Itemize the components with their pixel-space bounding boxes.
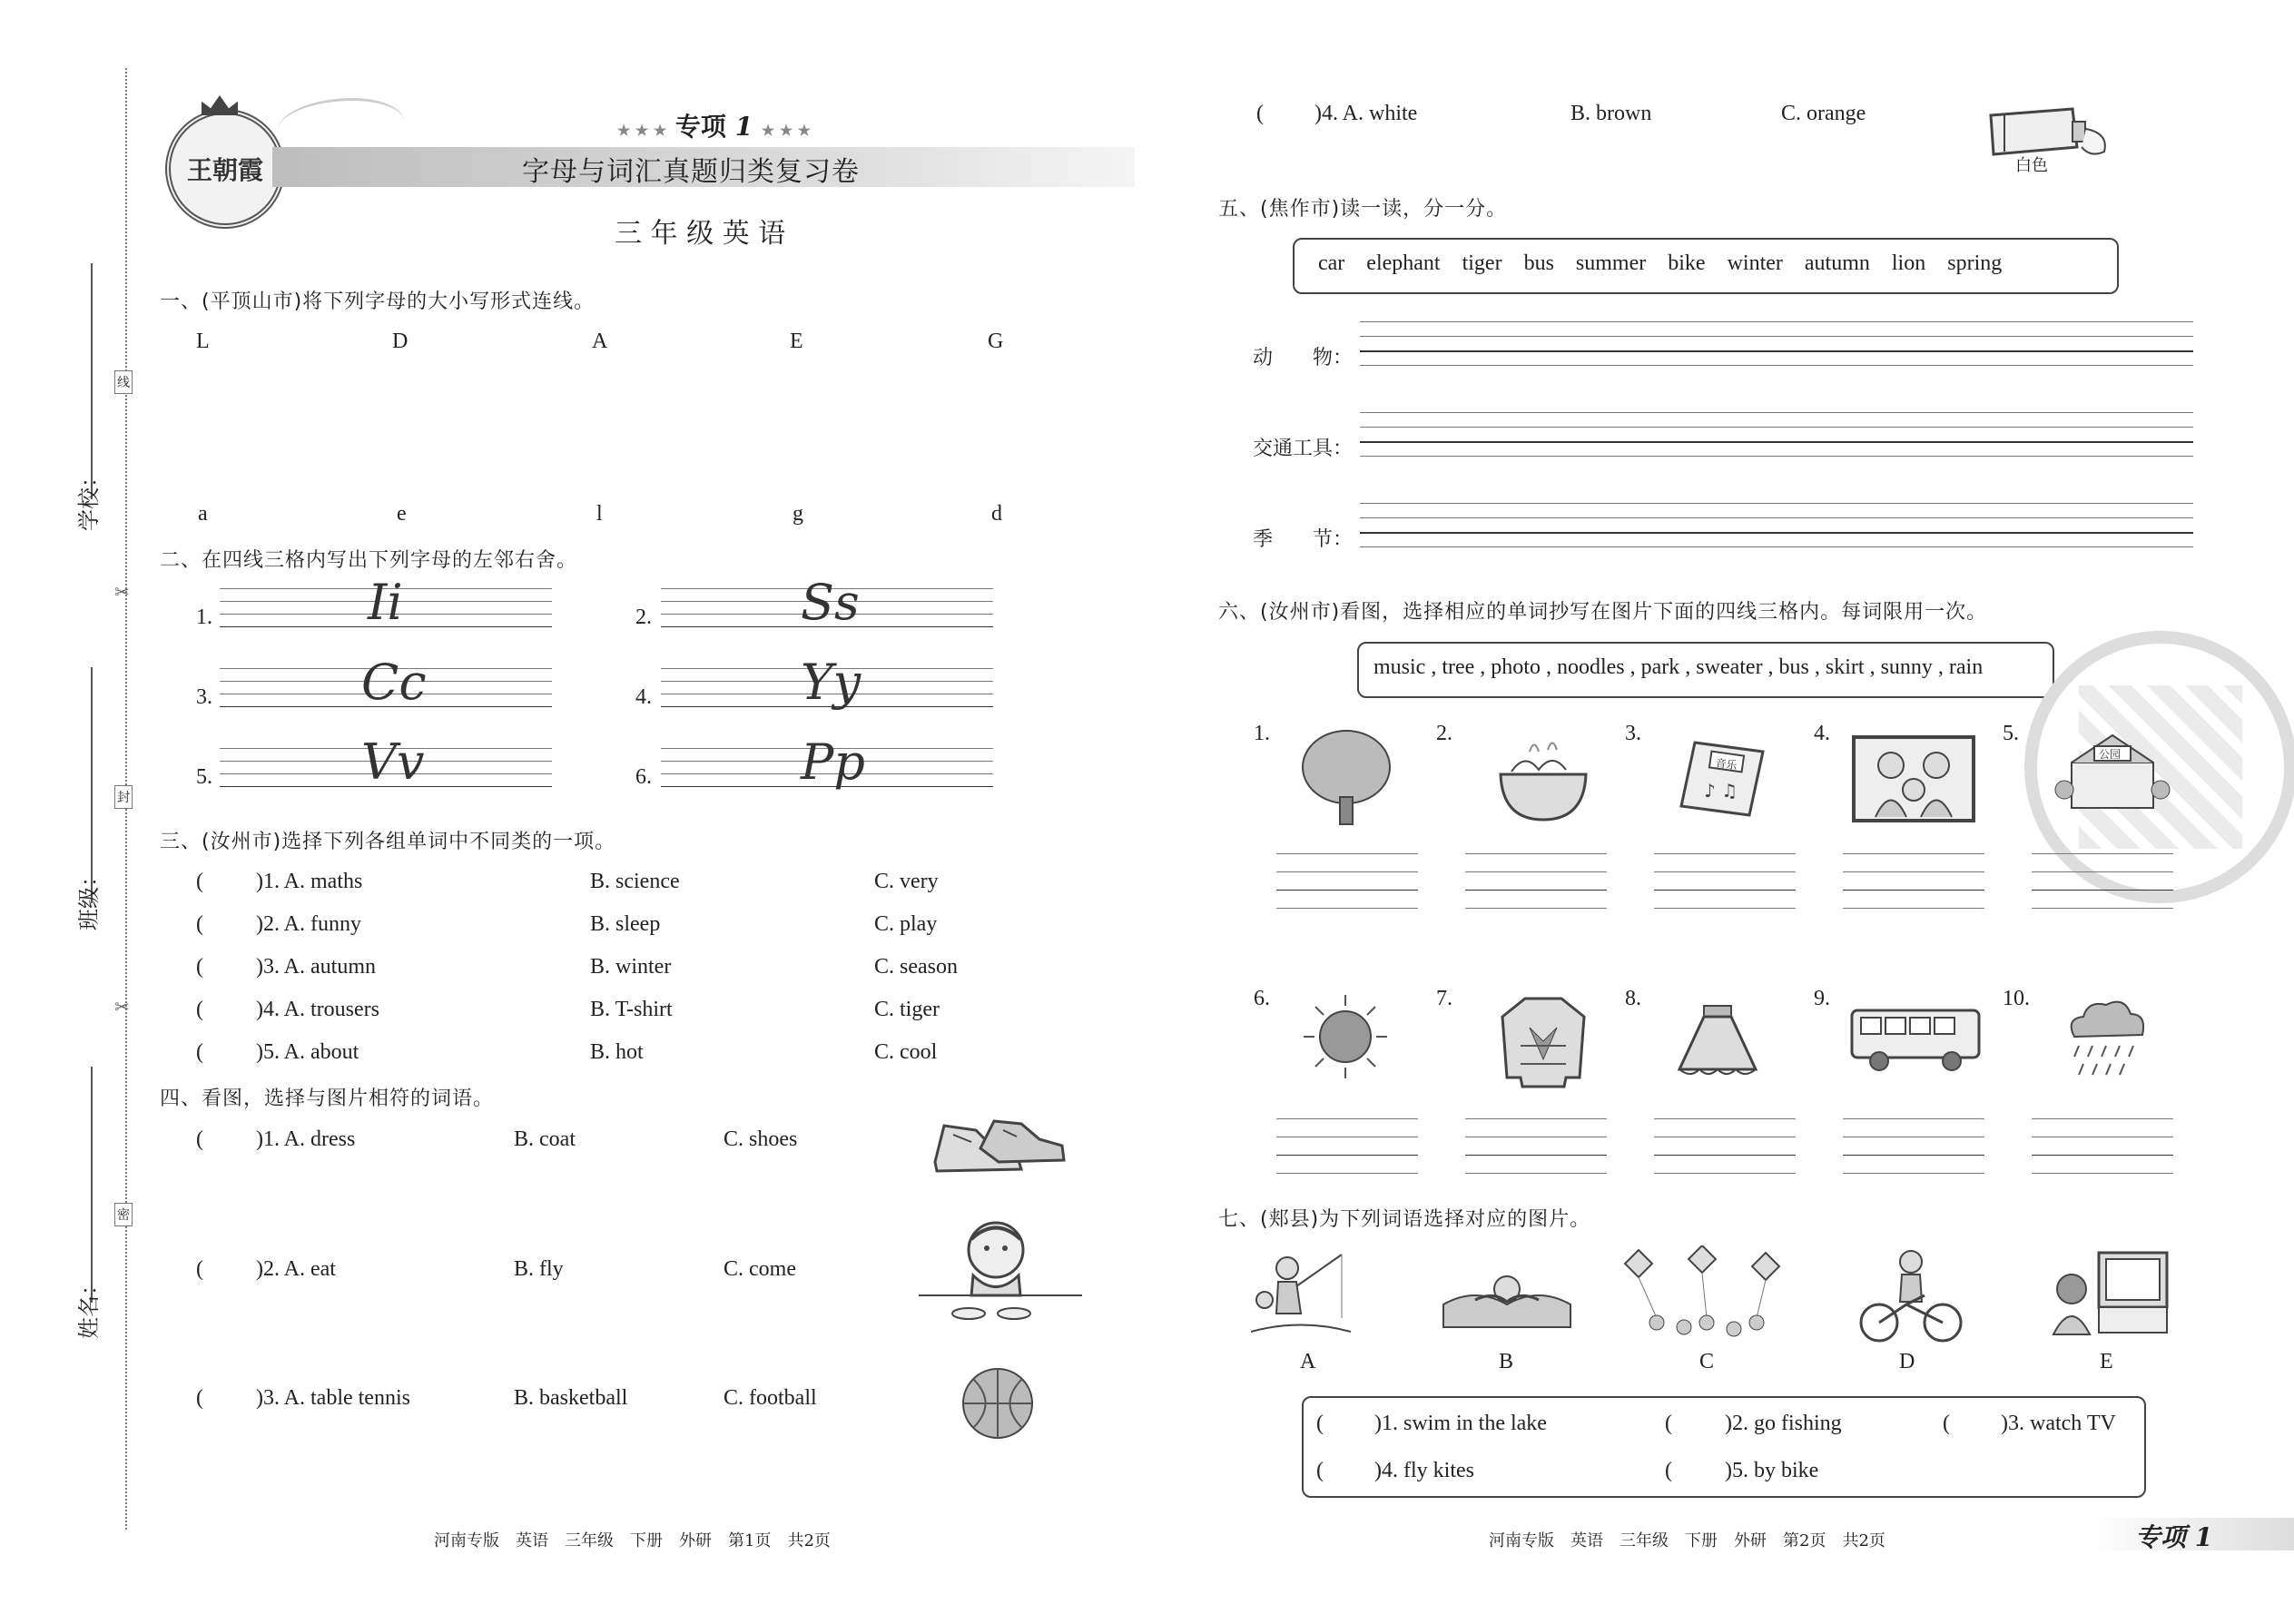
tree-icon <box>1296 726 1396 826</box>
sweater-icon <box>1493 991 1593 1091</box>
cursive-letters: Ii <box>368 574 403 631</box>
item-number: 3. <box>196 685 212 709</box>
option-c[interactable]: C. come <box>724 1257 796 1281</box>
section6-title: 六、(汝州市)看图，选择相应的单词抄写在图片下面的四线三格内。每词限用一次。 <box>1218 601 1988 624</box>
item-number: 5. <box>196 765 212 789</box>
question-paren: ( <box>1316 1459 1324 1482</box>
cursive-letters: Yy <box>801 654 861 711</box>
picture-writing-lines[interactable] <box>1654 1118 1796 1180</box>
question-row: ( <box>196 870 203 893</box>
word: bus <box>1523 251 1554 275</box>
picture-writing-lines[interactable] <box>1843 1118 1984 1180</box>
option-b[interactable]: B. sleep <box>590 912 661 936</box>
bus-icon <box>1847 1003 1984 1076</box>
word: car <box>1318 251 1345 275</box>
picture-number: 9. <box>1814 987 1830 1010</box>
family-photo-icon <box>1850 733 1977 824</box>
picture-label: C <box>1699 1350 1715 1373</box>
paint-caption: 白色 <box>2015 156 2048 175</box>
lower-letter: e <box>397 502 407 526</box>
option-b[interactable]: B. hot <box>590 1040 644 1064</box>
word-bank <box>1318 251 2002 276</box>
upper-letter: G <box>988 330 1004 353</box>
option-a[interactable]: )4. A. white <box>1314 102 1418 125</box>
question-paren: ( <box>196 1257 203 1281</box>
cursive-letters: Cc <box>361 654 427 711</box>
phrase-item[interactable]: )4. fly kites <box>1374 1459 1474 1482</box>
question-paren: ( <box>196 1127 203 1151</box>
option-c[interactable]: C. tiger <box>874 998 940 1021</box>
picture-writing-lines[interactable] <box>2032 1118 2173 1180</box>
picture-writing-lines[interactable] <box>1465 1118 1607 1180</box>
page-subtitle: 三 年 级 英 语 <box>615 218 786 250</box>
item-number: 6. <box>635 765 652 789</box>
writing-lines-transport[interactable] <box>1360 412 2193 458</box>
question-paren: ( <box>1316 1412 1324 1435</box>
option-a[interactable]: )2. A. eat <box>256 1257 336 1281</box>
kites-picture <box>1620 1245 1793 1345</box>
picture-label: A <box>1300 1350 1316 1373</box>
picture-writing-lines[interactable] <box>1654 853 1796 915</box>
upper-letter: D <box>392 330 409 353</box>
option-b[interactable]: B. fly <box>514 1257 564 1281</box>
cut-mark-line: 线 <box>114 370 133 394</box>
picture-writing-lines[interactable] <box>1276 853 1418 915</box>
picture-label: E <box>2100 1350 2113 1373</box>
upper-letter: A <box>592 330 608 353</box>
question-paren: ( <box>1665 1459 1672 1482</box>
cursive-letters: Pp <box>801 733 865 791</box>
question-paren: ( <box>1943 1412 1950 1435</box>
word: summer <box>1575 251 1647 275</box>
footer-left: 河南专版 英语 三年级 下册 外研 第1页 共2页 <box>434 1531 831 1550</box>
picture-number: 3. <box>1625 722 1641 745</box>
option-c[interactable]: C. very <box>874 870 939 893</box>
question-row: ( <box>196 955 203 979</box>
scissors-icon: ✂ <box>114 996 130 1018</box>
option-b[interactable]: B. coat <box>514 1127 576 1151</box>
picture-writing-lines[interactable] <box>2032 853 2173 915</box>
picture-number: 2. <box>1436 722 1452 745</box>
phrase-item[interactable]: )3. watch TV <box>2001 1412 2116 1435</box>
school-label: 学校： <box>76 466 102 531</box>
question-paren: ( <box>196 1386 203 1410</box>
option-a[interactable]: )1. A. dress <box>256 1127 356 1151</box>
child-eating-icon <box>919 1212 1082 1330</box>
skirt-icon <box>1672 997 1763 1088</box>
picture-writing-lines[interactable] <box>1465 853 1607 915</box>
cursive-letters: Ss <box>801 574 860 631</box>
svg-text:♪ ♫: ♪ ♫ <box>1704 780 1738 802</box>
option-c[interactable]: C. orange <box>1781 102 1866 125</box>
option-c[interactable]: C. football <box>724 1386 817 1410</box>
cursive-letters: Vv <box>361 733 425 791</box>
music-book-icon <box>1672 733 1772 824</box>
topic-number: 1 <box>734 112 753 142</box>
writing-lines-seasons[interactable] <box>1360 503 2193 548</box>
picture-number: 8. <box>1625 987 1641 1010</box>
category-seasons: 季 节： <box>1253 528 1354 551</box>
item-number: 4. <box>635 685 652 709</box>
item-number: 1. <box>196 605 212 629</box>
cut-mark-secret: 密 <box>114 1203 133 1226</box>
option-a[interactable]: )2. A. funny <box>256 912 361 936</box>
section5-title: 五、(焦作市)读一读，分一分。 <box>1218 198 1508 221</box>
logo-badge <box>165 109 285 229</box>
lower-letter: l <box>596 502 603 526</box>
option-b[interactable]: B. science <box>590 870 680 893</box>
sun-icon <box>1300 991 1391 1082</box>
picture-number: 5. <box>2003 722 2019 745</box>
picture-number: 4. <box>1814 722 1830 745</box>
name-label: 姓名： <box>76 1274 102 1339</box>
question-paren: ( <box>1256 102 1264 125</box>
bike-picture <box>1856 1245 1965 1345</box>
upper-letter: L <box>196 330 210 353</box>
option-a[interactable]: )4. A. trousers <box>256 998 379 1021</box>
logo-text: 王朝霞 <box>186 155 263 185</box>
rain-cloud-icon <box>2056 991 2156 1091</box>
section2-title: 二、在四线三格内写出下列字母的左邻右舍。 <box>160 549 578 572</box>
picture-label: D <box>1899 1350 1915 1373</box>
word: tiger <box>1462 251 1502 275</box>
phrase-item[interactable]: )1. swim in the lake <box>1374 1412 1547 1435</box>
picture-label: B <box>1499 1350 1514 1373</box>
upper-letter: E <box>790 330 803 353</box>
margin-line-1 <box>91 263 93 499</box>
word: winter <box>1727 251 1783 275</box>
footer-tag: 专项 1 <box>2135 1522 2213 1552</box>
section7-title: 七、(郏县)为下列词语选择对应的图片。 <box>1218 1208 1591 1231</box>
word: bike <box>1668 251 1706 275</box>
word-box-text: music , tree , photo , noodles , park , sweater , bus , skirt , sunny , rain <box>1373 655 1984 679</box>
question-paren: ( <box>1665 1412 1672 1435</box>
fishing-picture <box>1251 1245 1351 1345</box>
option-c[interactable]: C. cool <box>874 1040 938 1064</box>
option-c[interactable]: C. shoes <box>724 1127 798 1151</box>
music-book-title: 音乐 <box>1714 756 1738 773</box>
picture-number: 10. <box>2003 987 2030 1010</box>
picture-number: 6. <box>1254 987 1270 1010</box>
cut-mark-seal: 封 <box>114 785 133 809</box>
picture-writing-lines[interactable] <box>1276 1118 1418 1180</box>
option-c[interactable]: C. play <box>874 912 938 936</box>
park-sign: 公园 <box>2099 748 2122 761</box>
option-a[interactable]: )1. A. maths <box>256 870 363 893</box>
option-a[interactable]: )3. A. autumn <box>256 955 376 979</box>
topic-heading: ★ ★ ★ 专项 1 ★ ★ ★ <box>617 112 812 142</box>
phrase-item[interactable]: )5. by bike <box>1725 1459 1819 1482</box>
option-a[interactable]: )3. A. table tennis <box>256 1386 410 1410</box>
lower-letter: a <box>198 502 208 526</box>
option-c[interactable]: C. season <box>874 955 958 979</box>
noodles-icon <box>1493 733 1593 824</box>
paint-tube-icon <box>1986 102 2113 165</box>
question-row: ( <box>196 912 203 936</box>
word: autumn <box>1804 251 1870 275</box>
category-animals: 动 物： <box>1253 347 1354 369</box>
ribbon-icon <box>277 98 404 155</box>
word: spring <box>1947 251 2003 275</box>
lower-letter: d <box>991 502 1002 526</box>
phrase-item[interactable]: )2. go fishing <box>1725 1412 1842 1435</box>
writing-lines-animals[interactable] <box>1360 321 2193 367</box>
option-b[interactable]: B. winter <box>590 955 672 979</box>
word: elephant <box>1366 251 1441 275</box>
picture-number: 1. <box>1254 722 1270 745</box>
shoes-icon <box>926 1098 1071 1180</box>
category-transport: 交通工具： <box>1253 438 1354 460</box>
park-icon <box>2053 726 2171 826</box>
margin-line-3 <box>91 1067 93 1303</box>
option-b[interactable]: B. T-shirt <box>590 998 673 1021</box>
section1-title: 一、(平顶山市)将下列字母的大小写形式连线。 <box>160 290 596 313</box>
word: lion <box>1891 251 1926 275</box>
item-number: 2. <box>635 605 652 629</box>
picture-number: 7. <box>1436 987 1452 1010</box>
lower-letter: g <box>793 502 803 526</box>
section3-title: 三、(汝州市)选择下列各组单词中不同类的一项。 <box>160 831 616 853</box>
picture-writing-lines[interactable] <box>1843 853 1984 915</box>
basketball-icon <box>960 1366 1035 1441</box>
section4-title: 四、看图，选择与图片相符的词语。 <box>160 1088 495 1110</box>
question-row: ( <box>196 998 203 1021</box>
option-a[interactable]: )5. A. about <box>256 1040 359 1064</box>
swimming-picture <box>1439 1264 1575 1336</box>
class-label: 班级： <box>76 865 102 930</box>
tv-picture <box>2044 1248 2171 1339</box>
banner-title: 字母与词汇真题归类复习卷 <box>522 156 860 188</box>
footer-right: 河南专版 英语 三年级 下册 外研 第2页 共2页 <box>1489 1531 1885 1550</box>
option-b[interactable]: B. brown <box>1570 102 1652 125</box>
scissors-icon: ✂ <box>114 581 130 603</box>
crown-icon <box>202 95 238 115</box>
option-b[interactable]: B. basketball <box>514 1386 628 1410</box>
question-row: ( <box>196 1040 203 1064</box>
topic-label: 专项 <box>674 112 726 142</box>
